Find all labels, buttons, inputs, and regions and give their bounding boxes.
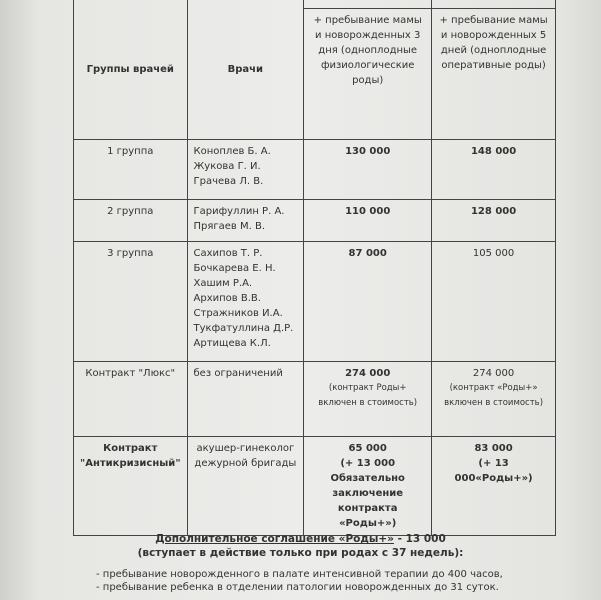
group-name: Контракт "Антикризисный" [74, 437, 188, 536]
table-header-row [74, 0, 556, 140]
price-note: (контракт Роды+ включен в стоимость) [318, 383, 418, 408]
price-3days: 87 000 [304, 242, 432, 362]
addendum-title [0, 533, 601, 545]
table-row [74, 140, 556, 200]
addendum-bullets [96, 568, 503, 594]
price-5days: 105 000 [432, 242, 556, 362]
doctors-list [187, 362, 304, 437]
header-doctors: Врачи [187, 0, 304, 140]
price-value: 274 000 [472, 368, 515, 379]
price-3days [304, 362, 432, 437]
doctor: Коноплев Б. А. [193, 146, 271, 157]
doctor: Бочкарева Е. Н. [193, 263, 276, 274]
addendum-name: Дополнительное соглашение «Роды+» [155, 533, 394, 545]
price-3days: 110 000 [304, 200, 432, 242]
header-5days: + пребывание мамы и новорожденных 5 дней (одноплодные оперативные роды) [432, 0, 556, 140]
doctors-list [187, 242, 304, 362]
group-name: 1 группа [74, 140, 188, 200]
price-value: 83 000 [474, 443, 513, 454]
addendum-price: - 13 000 [393, 533, 446, 545]
price-value: 65 000 [348, 443, 387, 454]
header-groups: Группы врачей [74, 0, 188, 140]
doctor: Архипов В.В. [193, 293, 261, 304]
addendum-subtitle: (вступает в действие только при родах с 37 недель): [137, 547, 464, 559]
price-5days [432, 437, 556, 536]
price-table [73, 0, 556, 536]
price-5days: 128 000 [432, 200, 556, 242]
doctor: Хашим Р.А. [193, 278, 253, 289]
price-3days: 130 000 [304, 140, 432, 200]
price-value: 274 000 [345, 368, 391, 379]
price-note: (контракт «Роды+» включен в стоимость) [444, 383, 544, 408]
group-name: 3 группа [74, 242, 188, 362]
group-name: Контракт "Люкс" [74, 362, 188, 437]
table-row [74, 362, 556, 437]
doctor: Грачева Л. В. [193, 176, 264, 187]
doctor: Тукфатуллина Д.Р. [193, 323, 294, 334]
doctor: Жукова Г. И. [193, 161, 261, 172]
doctor: без ограничений [193, 368, 283, 379]
price-5days [432, 362, 556, 437]
table-row [74, 437, 556, 536]
price-3days [304, 437, 432, 536]
price-5days: 148 000 [432, 140, 556, 200]
doctor: Артищева К.Л. [193, 338, 271, 349]
doctor: Гарифуллин Р. А. [193, 206, 285, 217]
header-3days: + пребывание мамы и новорожденных 3 дня (одноплодные физиологические роды) [304, 0, 432, 140]
doctors-list [187, 140, 304, 200]
price-note: (+ 13 000«Роды+») [454, 458, 533, 484]
doctor: акушер-гинеколог дежурной бригады [194, 443, 297, 469]
bullet-item: - пребывание ребенка в отделении патологии новорожденных до 31 суток. [96, 582, 499, 593]
bullet-item: - пребывание новорожденного в палате интенсивной терапии до 400 часов, [96, 569, 503, 580]
price-note: (+ 13 000 Обязательно заключение контракта «Роды+») [330, 458, 405, 529]
doctors-list [187, 437, 304, 536]
table-row [74, 242, 556, 362]
table-row [74, 200, 556, 242]
doctor: Стражников И.А. [193, 308, 283, 319]
doctors-list [187, 200, 304, 242]
doctor: Сахипов Т. Р. [193, 248, 263, 259]
doctor: Прягаев М. В. [193, 221, 266, 232]
group-name: 2 группа [74, 200, 188, 242]
